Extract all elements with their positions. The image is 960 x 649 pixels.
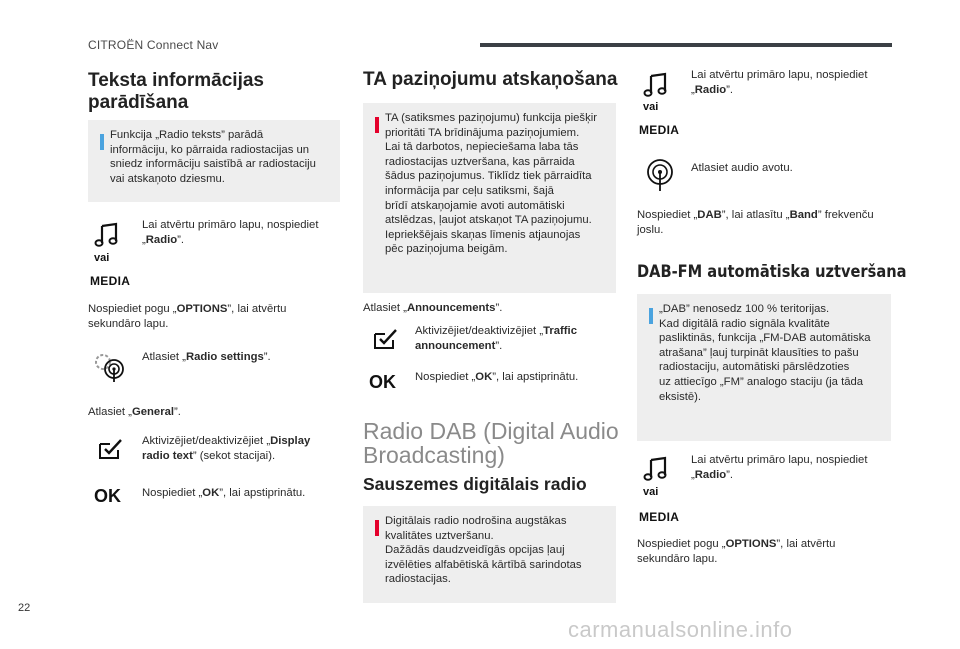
warning-box-ta bbox=[363, 103, 616, 293]
page-number: 22 bbox=[18, 602, 31, 614]
step-radio-settings: Atlasiet „Radio settings”. bbox=[142, 351, 271, 363]
info-icon bbox=[649, 308, 653, 324]
ok-icon: OK bbox=[369, 372, 396, 392]
checkbox-icon bbox=[98, 438, 124, 460]
vai-label: vai bbox=[643, 486, 659, 498]
brand-header: CITROËN Connect Nav bbox=[88, 38, 219, 52]
checkbox-icon bbox=[373, 328, 399, 350]
media-button-label: MEDIA bbox=[90, 274, 131, 288]
step-dab-band: Nospiediet „DAB”, lai atlasītu „Band” frekvenču joslu. bbox=[637, 209, 874, 236]
watermark: carmanualsonline.info bbox=[568, 617, 793, 642]
heading-ta: TA paziņojumu atskaņošana bbox=[363, 69, 618, 90]
heading-digital-radio: Sauszemes digitālais radio bbox=[363, 474, 587, 494]
step-ok-confirm: Nospiediet „OK”, lai apstiprinātu. bbox=[142, 487, 306, 499]
heading-dab-fm: DAB-FM automātiska uztveršana bbox=[637, 262, 907, 282]
step-display-radio-text: Aktivizējiet/deaktivizējiet „Display radio text” (sekot stacijai). bbox=[142, 435, 311, 462]
info-box-radio-text bbox=[88, 120, 340, 202]
ok-icon: OK bbox=[94, 486, 121, 506]
music-note-icon bbox=[643, 72, 669, 98]
header-bar bbox=[480, 43, 892, 47]
media-button-label: MEDIA bbox=[639, 123, 680, 137]
step-open-radio: Lai atvērtu primāro lapu, nospiediet „Radio”. bbox=[691, 69, 868, 96]
info-box-dab-fm bbox=[637, 294, 891, 441]
step-traffic-announcement: Aktivizējiet/deaktivizējiet „Traffic announcement”. bbox=[415, 325, 577, 352]
music-note-icon bbox=[94, 222, 120, 248]
warning-text: Digitālais radio nodrošina augstākas kvalitātes uztveršanu. Dažādās daudzveidīgās opcijas ļauj izvēlēties alfabētiskā kārtībā sarindotas radiostacijas. bbox=[385, 515, 582, 586]
step-open-radio: Lai atvērtu primāro lapu, nospiediet „Radio”. bbox=[691, 454, 868, 481]
step-general: Atlasiet „General”. bbox=[88, 406, 181, 418]
vai-label: vai bbox=[94, 252, 110, 264]
heading-radio-text: Teksta informācijas parādīšana bbox=[88, 70, 265, 113]
radio-antenna-icon bbox=[643, 158, 677, 192]
step-announcements: Atlasiet „Announcements”. bbox=[363, 302, 503, 314]
step-options: Nospiediet pogu „OPTIONS”, lai atvērtu sekundāro lapu. bbox=[637, 538, 836, 565]
warning-icon bbox=[375, 117, 379, 133]
info-icon bbox=[100, 134, 104, 150]
warning-icon bbox=[375, 520, 379, 536]
info-text: Funkcija „Radio teksts” parādā informāciju, ko pārraida radiostacijas un sniedz informāciju saistībā ar radiostaciju vai atskaņoto dziesmu. bbox=[110, 129, 316, 185]
step-options: Nospiediet pogu „OPTIONS”, lai atvērtu sekundāro lapu. bbox=[88, 303, 287, 330]
warning-text: TA (satiksmes paziņojumu) funkcija piešķir prioritāti TA brīdinājuma paziņojumiem. Lai tā darbotos, nepieciešama laba tās radiostacijas uztveršana, kas pārraida šādus paziņojumus. Tiklīdz tiek pārraidīta informācija par ceļu satiksmi, šajā brīdī atskaņojamie avoti automātiski atslēdzas, ļaujot atskaņot TA paziņojumu. Iepriekšējais skaņas līmenis atjaunojas pēc paziņojuma beigām. bbox=[385, 112, 597, 256]
heading-dab: Radio DAB (Digital Audio Broadcasting) bbox=[363, 418, 619, 468]
radio-settings-icon bbox=[92, 351, 126, 383]
step-select-audio-source: Atlasiet audio avotu. bbox=[691, 162, 793, 174]
vai-label: vai bbox=[643, 101, 659, 113]
media-button-label: MEDIA bbox=[639, 510, 680, 524]
step-open-radio: Lai atvērtu primāro lapu, nospiediet „Radio”. bbox=[142, 219, 319, 246]
info-text: „DAB” nenosedz 100 % teritorijas. Kad digitālā radio signāla kvalitāte pasliktinās, funkcija „FM-DAB automātiska atrašana” ļauj turpināt klausīties to pašu radiostaciju, automātiski pārslēdzoties uz attiecīgo „FM” analogo staciju (ja tāda eksistē). bbox=[659, 303, 871, 403]
step-ok-confirm: Nospiediet „OK”, lai apstiprinātu. bbox=[415, 371, 579, 383]
warning-box-digital bbox=[363, 506, 616, 603]
music-note-icon bbox=[643, 456, 669, 482]
